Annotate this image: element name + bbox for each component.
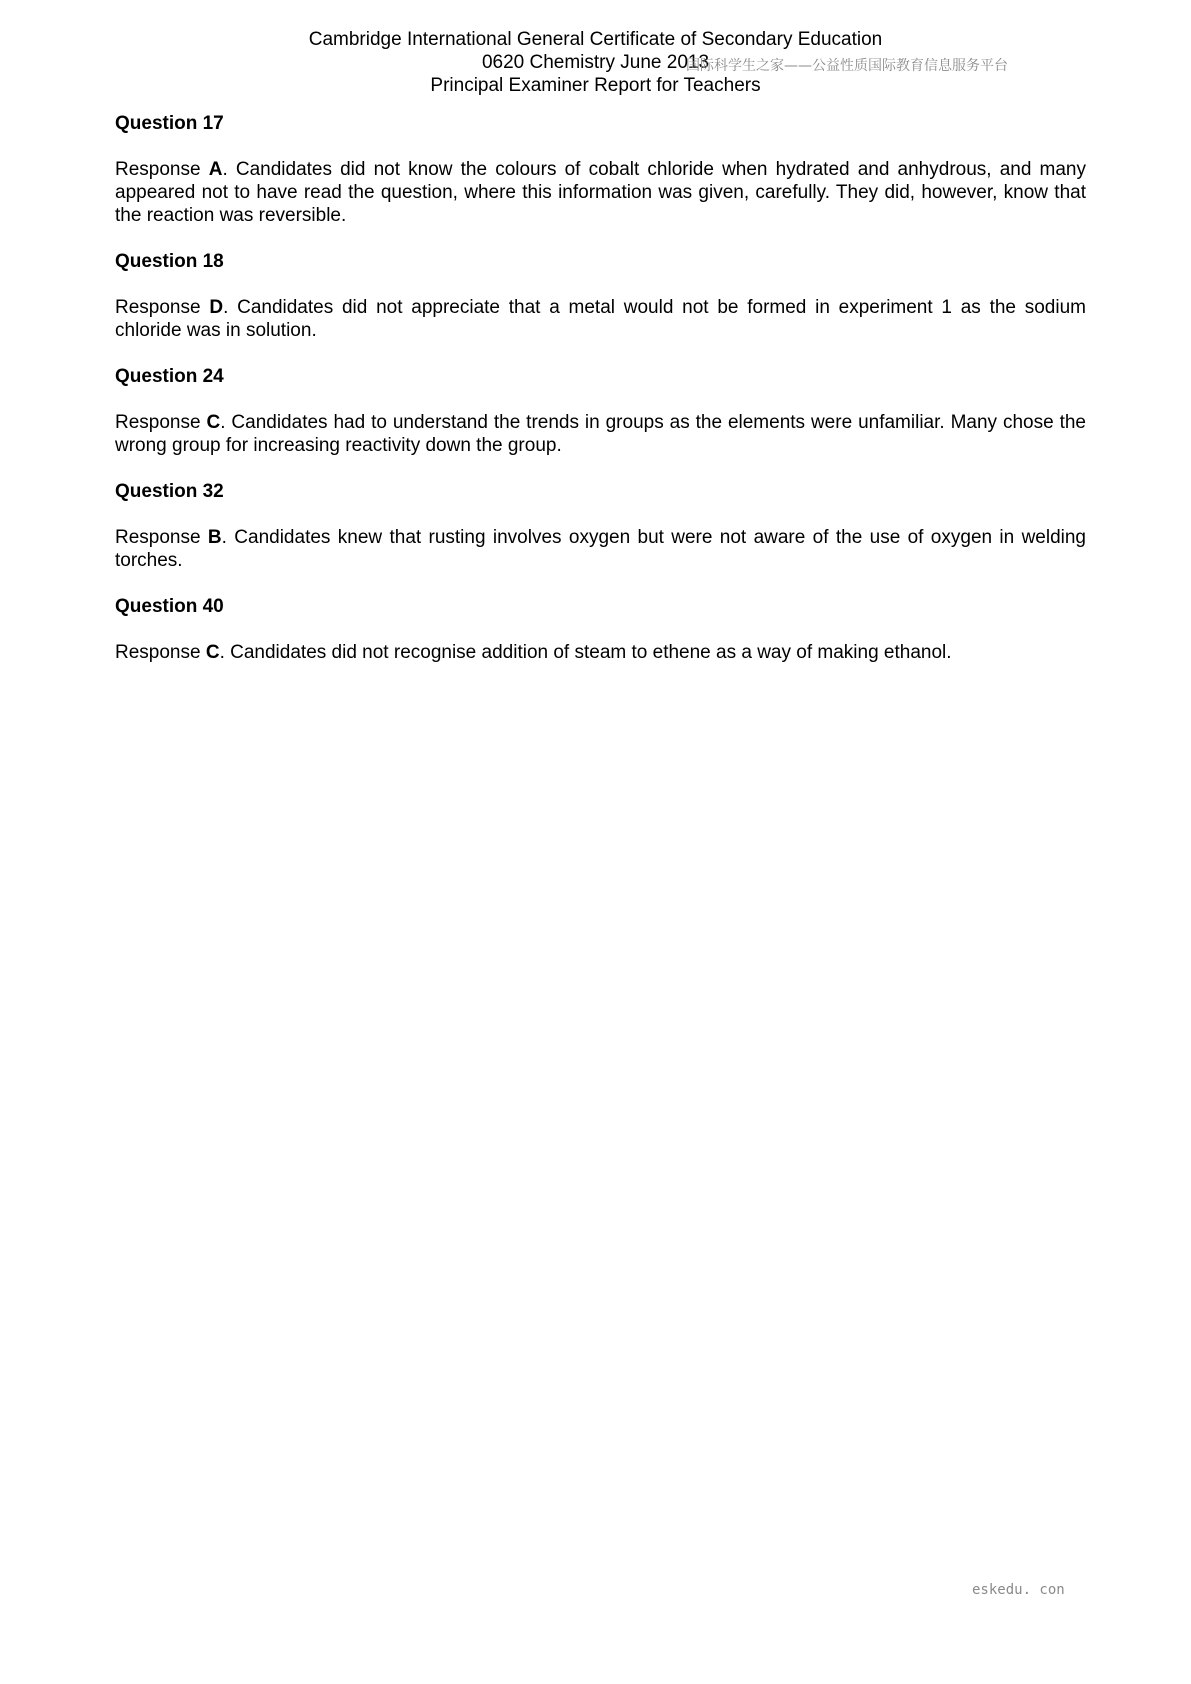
response-text: . Candidates knew that rusting involves oxygen but were not aware of the use of oxygen in welding torches.: [115, 527, 1087, 571]
watermark-bottom: eskedu. con: [972, 1582, 1065, 1598]
response-prefix: Response: [115, 642, 206, 663]
question-response: [115, 641, 1086, 664]
response-key: D: [209, 297, 224, 318]
page-header: [0, 28, 1191, 97]
question-response: [115, 526, 1086, 572]
header-qualification: Cambridge International General Certificate of Secondary Education: [308, 29, 883, 50]
header-report-title: Principal Examiner Report for Teachers: [430, 75, 761, 96]
response-prefix: Response: [115, 412, 207, 433]
header-syllabus: 0620 Chemistry June 2013: [481, 52, 710, 73]
question-heading: Question 24: [115, 366, 224, 387]
response-prefix: Response: [115, 159, 209, 180]
response-text: . Candidates did not appreciate that a metal would not be formed in experiment 1 as the sodium chloride was in solution.: [115, 297, 1086, 341]
question-section: [115, 112, 1086, 227]
question-section: [115, 365, 1086, 457]
question-section: [115, 480, 1086, 572]
response-text: . Candidates had to understand the trends in groups as the elements were unfamiliar. Many chose the wrong group for increasing reactivity down the group.: [115, 412, 1086, 456]
response-prefix: Response: [115, 527, 208, 548]
response-text: . Candidates did not recognise addition of steam to ethene as a way of making ethanol.: [219, 642, 952, 663]
question-response: [115, 296, 1086, 342]
report-body: [115, 112, 1086, 687]
question-heading: Question 18: [115, 251, 224, 272]
response-key: B: [207, 527, 222, 548]
question-section: [115, 595, 1086, 664]
question-response: [115, 411, 1086, 457]
question-section: [115, 250, 1086, 342]
question-heading: Question 40: [115, 596, 224, 617]
watermark-top: 国际科学生之家——公益性质国际教育信息服务平台: [686, 58, 1008, 74]
question-response: [115, 158, 1086, 227]
response-key: A: [208, 159, 223, 180]
response-key: C: [206, 412, 221, 433]
response-prefix: Response: [115, 297, 210, 318]
response-key: C: [205, 642, 220, 663]
response-text: . Candidates did not know the colours of cobalt chloride when hydrated and anhydrous, and many appeared not to have read the question, where this information was given, carefully. They did, however, know that the reaction was reversible.: [115, 159, 1086, 226]
question-heading: Question 32: [115, 481, 224, 502]
question-heading: Question 17: [115, 113, 224, 134]
